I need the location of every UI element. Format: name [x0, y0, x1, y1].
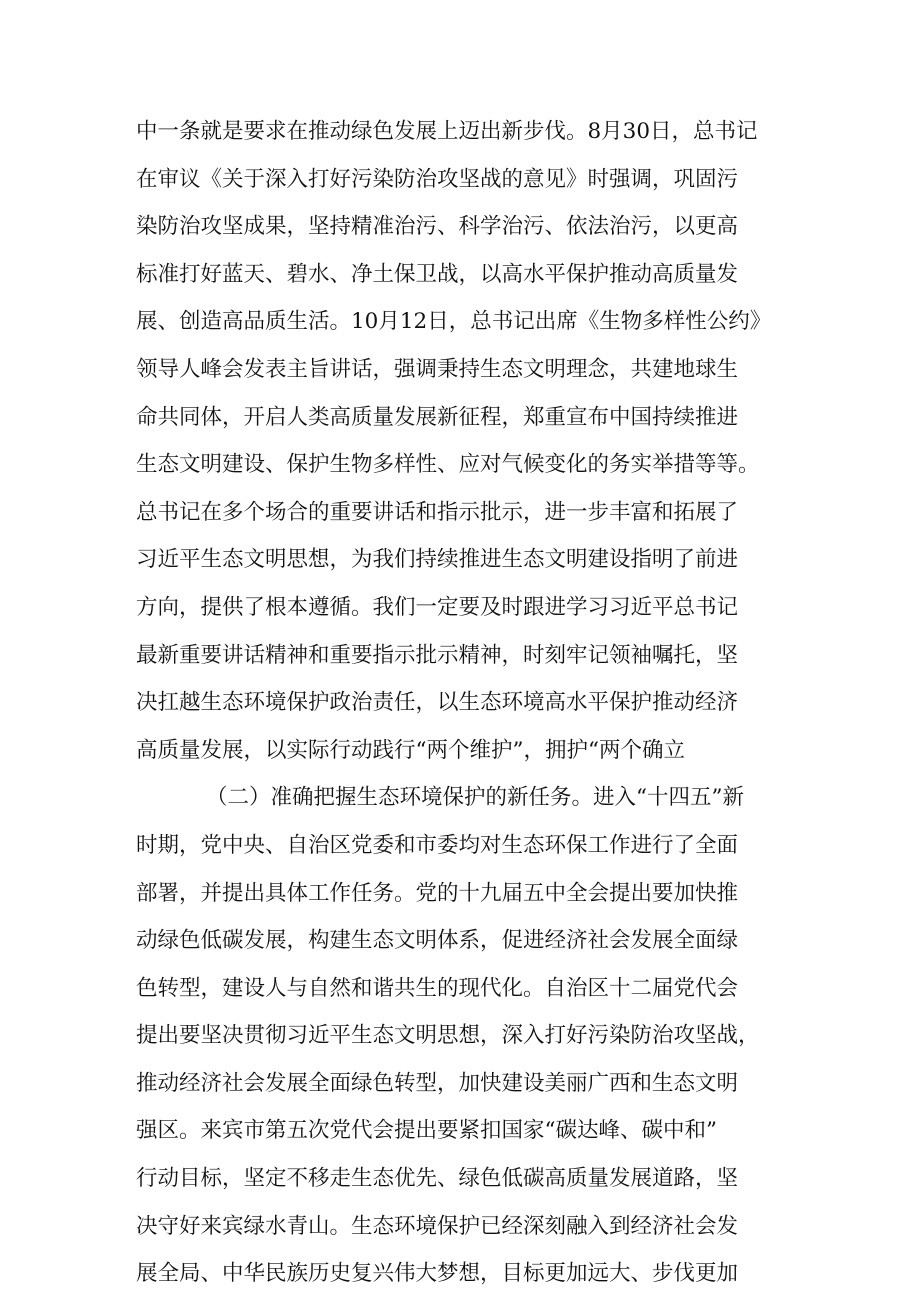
document-body	[136, 108, 796, 1298]
text-line: 展全局、中华民族历史复兴伟大梦想，目标更加远大、步伐更加	[136, 1261, 739, 1287]
text-line: 中一条就是要求在推动绿色发展上迈出新步伐。8月30日，总书记	[136, 119, 758, 144]
text-line: 动绿色低碳发展，构建生态文明体系，促进经济社会发展全面绿	[136, 928, 739, 954]
text-line: 高质量发展，以实际行动践行“两个维护”，拥护“两个确立	[136, 737, 685, 763]
text-line: 展、创造高品质生活。10月12日，总书记出席《生物多样性公约》	[136, 309, 772, 335]
text-line: 标准打好蓝天、碧水、净土保卫战，以高水平保护推动高质量发	[136, 261, 739, 287]
text-line: 决守好来宾绿水青山。生态环境保护已经深刻融入到经济社会发	[136, 1213, 739, 1239]
text-line: 染防治攻坚成果，坚持精准治污、科学治污、依法治污，以更高	[136, 214, 739, 240]
text-line: 方向，提供了根本遵循。我们一定要及时跟进学习习近平总书记	[136, 594, 739, 620]
text-line: 色转型，建设人与自然和谐共生的现代化。自治区十二届党代会	[136, 975, 739, 1001]
paragraph-2	[136, 774, 796, 1298]
text-line: 强区。来宾市第五次党代会提出要紧扣国家“碳达峰、碳中和”	[136, 1118, 717, 1144]
text-line: 生态文明建设、保护生物多样性、应对气候变化的务实举措等等。	[136, 452, 760, 478]
text-line: 提出要坚决贯彻习近平生态文明思想，深入打好污染防治攻坚战，	[136, 1023, 760, 1049]
text-line: 最新重要讲话精神和重要指示批示精神，时刻牢记领袖嘱托，坚	[136, 642, 739, 668]
text-line: 总书记在多个场合的重要讲话和指示批示，进一步丰富和拓展了	[136, 499, 739, 525]
text-line: 时期，党中央、自治区党委和市委均对生态环保工作进行了全面	[136, 832, 739, 858]
section-heading-line: （二）准确把握生态环境保护的新任务。进入“十四五”新	[206, 785, 744, 811]
text-line: 领导人峰会发表主旨讲话，强调秉持生态文明理念，共建地球生	[136, 356, 739, 382]
text-line: 行动目标，坚定不移走生态优先、绿色低碳高质量发展道路，坚	[136, 1166, 739, 1192]
text-line: 部署，并提出具体工作任务。党的十九届五中全会提出要加快推	[136, 880, 739, 906]
text-line: 在审议《关于深入打好污染防治攻坚战的意见》时强调，巩固污	[136, 166, 739, 192]
text-line: 习近平生态文明思想，为我们持续推进生态文明建设指明了前进	[136, 547, 739, 573]
text-line: 决扛越生态环境保护政治责任，以生态环境高水平保护推动经济	[136, 690, 739, 716]
paragraph-1	[136, 108, 796, 774]
text-line: 推动经济社会发展全面绿色转型，加快建设美丽广西和生态文明	[136, 1070, 739, 1096]
text-line: 命共同体，开启人类高质量发展新征程，郑重宣布中国持续推进	[136, 404, 739, 430]
